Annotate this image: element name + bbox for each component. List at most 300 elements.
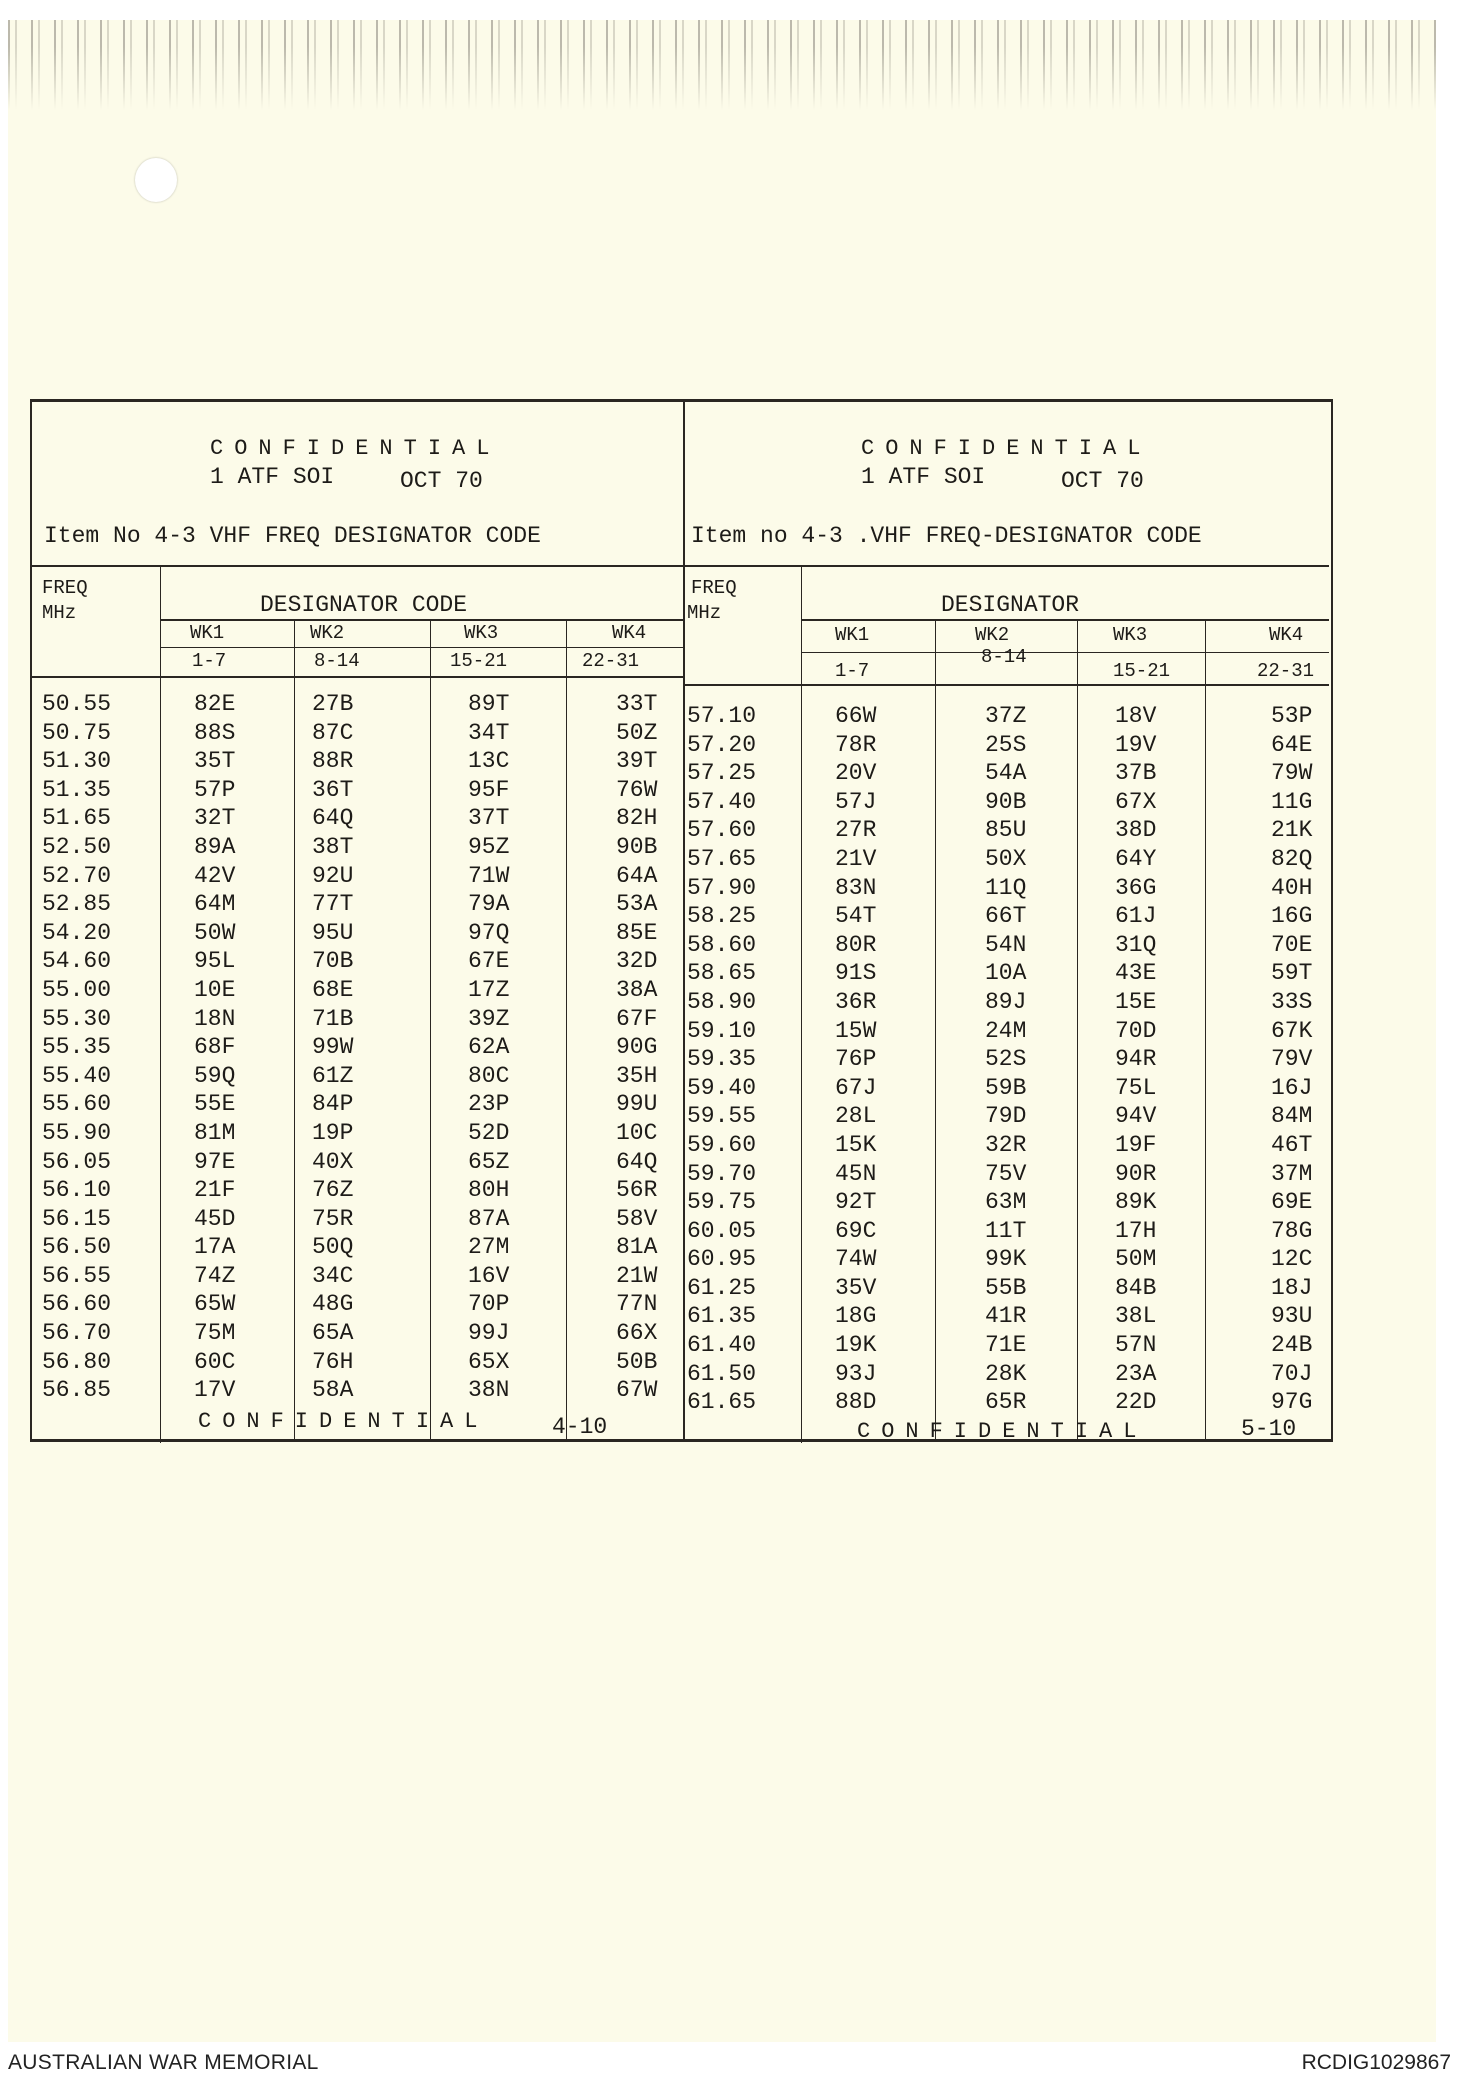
designator-cell: 81A <box>616 1234 658 1261</box>
frequency-cell: 56.80 <box>42 1348 112 1375</box>
frequency-cell: 58.90 <box>687 988 757 1015</box>
designator-cell: 35H <box>616 1062 658 1089</box>
designator-cell: 85E <box>616 919 658 946</box>
designator-cell: 37B <box>1115 760 1157 787</box>
frequency-cell: 59.10 <box>687 1017 757 1044</box>
designator-cell: 19F <box>1115 1131 1157 1158</box>
divider <box>32 676 685 678</box>
frequency-cell: 57.40 <box>687 788 757 815</box>
designator-cell: 76P <box>835 1046 877 1073</box>
designator-cell: 65R <box>985 1389 1027 1416</box>
classification-footer: CONFIDENTIAL <box>857 1419 1148 1444</box>
designator-cell: 40H <box>1271 874 1313 901</box>
range-header-1: 1-7 <box>835 660 870 682</box>
designator-cell: 82H <box>616 805 658 832</box>
designator-cell: 54N <box>985 931 1027 958</box>
page-number: 4-10 <box>552 1414 608 1440</box>
column-divider <box>294 621 295 1441</box>
frequency-cell: 61.35 <box>687 1303 757 1330</box>
designator-cell: 19P <box>312 1119 354 1146</box>
designator-cell: 50X <box>985 845 1027 872</box>
frequency-cell: 59.35 <box>687 1046 757 1073</box>
page-number: 5-10 <box>1241 1416 1297 1442</box>
frequency-cell: 56.60 <box>42 1291 112 1318</box>
frequency-cell: 57.90 <box>687 874 757 901</box>
designator-cell: 17V <box>194 1377 236 1404</box>
designator-cell: 16J <box>1271 1074 1313 1101</box>
designator-cell: 11T <box>985 1217 1027 1244</box>
designator-cell: 93J <box>835 1360 877 1387</box>
designator-cell: 70P <box>468 1291 510 1318</box>
range-header-1: 1-7 <box>192 650 227 672</box>
designator-cell: 88D <box>835 1389 877 1416</box>
frequency-cell: 59.60 <box>687 1131 757 1158</box>
date: OCT 70 <box>1061 468 1144 494</box>
designator-cell: 56R <box>616 1177 658 1204</box>
designator-cell: 84M <box>1271 1103 1313 1130</box>
designator-cell: 58A <box>312 1377 354 1404</box>
designator-cell: 54T <box>835 903 877 930</box>
designator-cell: 74W <box>835 1246 877 1273</box>
designator-cell: 66T <box>985 903 1027 930</box>
reference: 1 ATF SOI <box>210 464 335 490</box>
frequency-cell: 51.30 <box>42 748 112 775</box>
designator-cell: 89J <box>985 988 1027 1015</box>
unit-header: MHz <box>687 602 722 624</box>
designator-cell: 57P <box>194 776 236 803</box>
designator-cell: 71E <box>985 1332 1027 1359</box>
designator-cell: 61J <box>1115 903 1157 930</box>
designator-cell: 27B <box>312 691 354 717</box>
designator-cell: 37T <box>468 805 510 832</box>
designator-cell: 50B <box>616 1348 658 1375</box>
designator-cell: 12C <box>1271 1246 1313 1273</box>
designator-cell: 45D <box>194 1205 236 1232</box>
frequency-cell: 58.60 <box>687 931 757 958</box>
designator-cell: 42V <box>194 862 236 889</box>
designator-cell: 59T <box>1271 960 1313 987</box>
designator-cell: 24B <box>1271 1332 1313 1359</box>
designator-cell: 17H <box>1115 1217 1157 1244</box>
frequency-cell: 60.95 <box>687 1246 757 1273</box>
group-header: DESIGNATOR CODE <box>260 592 468 618</box>
designator-cell: 64E <box>1271 731 1313 758</box>
range-header-3: 15-21 <box>450 650 508 672</box>
column-divider <box>801 567 802 1443</box>
designator-cell: 65A <box>312 1320 354 1347</box>
designator-cell: 18V <box>1115 703 1157 729</box>
designator-cell: 66X <box>616 1320 658 1347</box>
designator-cell: 87A <box>468 1205 510 1232</box>
frequency-cell: 57.20 <box>687 731 757 758</box>
designator-cell: 60C <box>194 1348 236 1375</box>
designator-cell: 68F <box>194 1034 236 1061</box>
designator-cell: 43E <box>1115 960 1157 987</box>
frequency-table-sheet <box>30 399 1333 1442</box>
archive-institution: AUSTRALIAN WAR MEMORIAL <box>8 2051 319 2074</box>
designator-cell: 91S <box>835 960 877 987</box>
designator-cell: 99U <box>616 1091 658 1118</box>
range-header-3: 15-21 <box>1113 660 1171 682</box>
designator-cell: 74Z <box>194 1262 236 1289</box>
date: OCT 70 <box>400 468 483 494</box>
designator-cell: 53A <box>616 891 658 918</box>
designator-cell: 25S <box>985 731 1027 758</box>
designator-cell: 99W <box>312 1034 354 1061</box>
frequency-cell: 56.15 <box>42 1205 112 1232</box>
designator-cell: 75M <box>194 1320 236 1347</box>
designator-cell: 57J <box>835 788 877 815</box>
designator-cell: 71W <box>468 862 510 889</box>
designator-cell: 64Q <box>312 805 354 832</box>
designator-cell: 52S <box>985 1046 1027 1073</box>
designator-cell: 38D <box>1115 817 1157 844</box>
designator-cell: 36G <box>1115 874 1157 901</box>
designator-cell: 95Z <box>468 833 510 860</box>
wk1-column <box>835 702 876 1417</box>
designator-cell: 97E <box>194 1148 236 1175</box>
designator-cell: 67F <box>616 1005 658 1032</box>
frequency-cell: 60.05 <box>687 1217 757 1244</box>
designator-cell: 78R <box>835 731 877 758</box>
designator-cell: 82E <box>194 691 236 717</box>
designator-cell: 48G <box>312 1291 354 1318</box>
frequency-cell: 50.75 <box>42 719 112 746</box>
designator-cell: 24M <box>985 1017 1027 1044</box>
designator-cell: 35T <box>194 748 236 775</box>
frequency-cell: 57.65 <box>687 845 757 872</box>
designator-cell: 15E <box>1115 988 1157 1015</box>
designator-cell: 21W <box>616 1262 658 1289</box>
designator-cell: 89A <box>194 833 236 860</box>
designator-cell: 64Q <box>616 1148 658 1175</box>
designator-cell: 15W <box>835 1017 877 1044</box>
designator-cell: 11Q <box>985 874 1027 901</box>
divider <box>801 652 1329 653</box>
left-panel <box>32 402 685 1439</box>
range-header-2: 8-14 <box>314 650 360 672</box>
week-header-1: WK1 <box>835 624 870 646</box>
frequency-cell: 61.50 <box>687 1360 757 1387</box>
designator-cell: 50W <box>194 919 236 946</box>
designator-cell: 19V <box>1115 731 1157 758</box>
designator-cell: 89T <box>468 691 510 717</box>
frequency-cell: 57.60 <box>687 817 757 844</box>
designator-cell: 75V <box>985 1160 1027 1187</box>
divider <box>160 647 683 648</box>
designator-cell: 66W <box>835 703 877 729</box>
freq-header: FREQ <box>691 577 737 599</box>
designator-cell: 76W <box>616 776 658 803</box>
designator-cell: 13C <box>468 748 510 775</box>
frequency-cell: 55.30 <box>42 1005 112 1032</box>
designator-cell: 93U <box>1271 1303 1313 1330</box>
designator-cell: 31Q <box>1115 931 1157 958</box>
week-header-1: WK1 <box>190 622 225 644</box>
designator-cell: 55E <box>194 1091 236 1118</box>
frequency-cell: 54.20 <box>42 919 112 946</box>
designator-cell: 38T <box>312 833 354 860</box>
frequency-cell: 59.75 <box>687 1189 757 1216</box>
column-divider <box>160 567 161 1443</box>
frequency-cell: 56.05 <box>42 1148 112 1175</box>
frequency-cell: 50.55 <box>42 691 112 717</box>
right-panel <box>685 402 1331 1444</box>
frequency-cell: 52.85 <box>42 891 112 918</box>
designator-cell: 32D <box>616 948 658 975</box>
designator-cell: 18J <box>1271 1274 1313 1301</box>
week-header-4: WK4 <box>612 622 647 644</box>
designator-cell: 52D <box>468 1119 510 1146</box>
frequency-cell: 56.70 <box>42 1320 112 1347</box>
designator-cell: 16V <box>468 1262 510 1289</box>
designator-cell: 65Z <box>468 1148 510 1175</box>
week-header-3: WK3 <box>464 622 499 644</box>
week-header-3: WK3 <box>1113 624 1148 646</box>
designator-cell: 94R <box>1115 1046 1157 1073</box>
designator-cell: 37M <box>1271 1160 1313 1187</box>
designator-cell: 45N <box>835 1160 877 1187</box>
freq-column <box>687 702 756 1417</box>
designator-cell: 15K <box>835 1131 877 1158</box>
designator-cell: 64M <box>194 891 236 918</box>
frequency-cell: 55.40 <box>42 1062 112 1089</box>
designator-cell: 67X <box>1115 788 1157 815</box>
designator-cell: 33T <box>616 691 658 717</box>
designator-cell: 68E <box>312 976 354 1003</box>
range-header-4: 22-31 <box>1257 660 1315 682</box>
frequency-cell: 54.60 <box>42 948 112 975</box>
designator-cell: 23P <box>468 1091 510 1118</box>
designator-cell: 38L <box>1115 1303 1157 1330</box>
designator-cell: 17Z <box>468 976 510 1003</box>
frequency-cell: 61.25 <box>687 1274 757 1301</box>
item-title: Item No 4-3 VHF FREQ DESIGNATOR CODE <box>44 523 541 549</box>
designator-cell: 19K <box>835 1332 877 1359</box>
designator-cell: 61Z <box>312 1062 354 1089</box>
designator-cell: 58V <box>616 1205 658 1232</box>
designator-cell: 80R <box>835 931 877 958</box>
designator-cell: 34T <box>468 719 510 746</box>
designator-cell: 36R <box>835 988 877 1015</box>
designator-cell: 90B <box>616 833 658 860</box>
designator-cell: 21F <box>194 1177 236 1204</box>
designator-cell: 95L <box>194 948 236 975</box>
archive-footer <box>0 2042 1463 2082</box>
divider <box>160 619 683 621</box>
designator-cell: 36T <box>312 776 354 803</box>
designator-cell: 55B <box>985 1274 1027 1301</box>
designator-cell: 50Z <box>616 719 658 746</box>
archive-identifier: RCDIG1029867 <box>1301 2051 1451 2074</box>
designator-cell: 90B <box>985 788 1027 815</box>
group-header: DESIGNATOR <box>941 592 1080 618</box>
designator-cell: 89K <box>1115 1189 1157 1216</box>
designator-cell: 10E <box>194 976 236 1003</box>
classification-header: CONFIDENTIAL <box>861 436 1152 461</box>
designator-cell: 64A <box>616 862 658 889</box>
designator-cell: 39Z <box>468 1005 510 1032</box>
divider <box>685 684 1329 686</box>
item-title: Item no 4-3 .VHF FREQ-DESIGNATOR CODE <box>691 523 1202 549</box>
designator-cell: 20V <box>835 760 877 787</box>
wk4-column <box>1271 702 1312 1417</box>
column-divider <box>430 621 431 1441</box>
frequency-cell: 57.10 <box>687 703 757 729</box>
week-header-2: WK2 <box>975 624 1010 646</box>
designator-cell: 65X <box>468 1348 510 1375</box>
designator-cell: 50Q <box>312 1234 354 1261</box>
frequency-cell: 59.70 <box>687 1160 757 1187</box>
divider <box>685 565 1329 567</box>
designator-cell: 23A <box>1115 1360 1157 1387</box>
designator-cell: 59B <box>985 1074 1027 1101</box>
designator-cell: 78G <box>1271 1217 1313 1244</box>
designator-cell: 81M <box>194 1119 236 1146</box>
wk3-column <box>468 690 509 1405</box>
frequency-cell: 56.10 <box>42 1177 112 1204</box>
designator-cell: 28K <box>985 1360 1027 1387</box>
unit-header: MHz <box>42 602 77 624</box>
column-divider <box>566 621 567 1441</box>
designator-cell: 64Y <box>1115 845 1157 872</box>
punch-hole <box>135 158 177 202</box>
designator-cell: 67K <box>1271 1017 1313 1044</box>
designator-cell: 79D <box>985 1103 1027 1130</box>
designator-cell: 80C <box>468 1062 510 1089</box>
frequency-cell: 57.25 <box>687 760 757 787</box>
designator-cell: 21V <box>835 845 877 872</box>
designator-cell: 63M <box>985 1189 1027 1216</box>
designator-cell: 38A <box>616 976 658 1003</box>
designator-cell: 10C <box>616 1119 658 1146</box>
designator-cell: 11G <box>1271 788 1313 815</box>
scan-noise <box>8 20 1436 110</box>
week-header-2: WK2 <box>310 622 345 644</box>
frequency-cell: 58.25 <box>687 903 757 930</box>
wk4-column <box>616 690 657 1405</box>
designator-cell: 28L <box>835 1103 877 1130</box>
designator-cell: 97G <box>1271 1389 1313 1416</box>
designator-cell: 38N <box>468 1377 510 1404</box>
designator-cell: 10A <box>985 960 1027 987</box>
designator-cell: 90R <box>1115 1160 1157 1187</box>
divider <box>32 565 685 567</box>
designator-cell: 53P <box>1271 703 1313 729</box>
frequency-cell: 56.85 <box>42 1377 112 1404</box>
designator-cell: 82Q <box>1271 845 1313 872</box>
designator-cell: 21K <box>1271 817 1313 844</box>
designator-cell: 76Z <box>312 1177 354 1204</box>
frequency-cell: 55.90 <box>42 1119 112 1146</box>
designator-cell: 16G <box>1271 903 1313 930</box>
wk3-column <box>1115 702 1156 1417</box>
designator-cell: 77T <box>312 891 354 918</box>
frequency-cell: 55.60 <box>42 1091 112 1118</box>
designator-cell: 79A <box>468 891 510 918</box>
designator-cell: 69C <box>835 1217 877 1244</box>
designator-cell: 32R <box>985 1131 1027 1158</box>
designator-cell: 92T <box>835 1189 877 1216</box>
designator-cell: 75L <box>1115 1074 1157 1101</box>
designator-cell: 32T <box>194 805 236 832</box>
designator-cell: 87C <box>312 719 354 746</box>
designator-cell: 67J <box>835 1074 877 1101</box>
frequency-cell: 55.00 <box>42 976 112 1003</box>
designator-cell: 79W <box>1271 760 1313 787</box>
designator-cell: 50M <box>1115 1246 1157 1273</box>
designator-cell: 70J <box>1271 1360 1313 1387</box>
designator-cell: 83N <box>835 874 877 901</box>
designator-cell: 92U <box>312 862 354 889</box>
designator-cell: 17A <box>194 1234 236 1261</box>
designator-cell: 62A <box>468 1034 510 1061</box>
designator-cell: 97Q <box>468 919 510 946</box>
divider <box>801 619 1329 621</box>
designator-cell: 77N <box>616 1291 658 1318</box>
designator-cell: 40X <box>312 1148 354 1175</box>
designator-cell: 22D <box>1115 1389 1157 1416</box>
frequency-cell: 56.55 <box>42 1262 112 1289</box>
designator-cell: 75R <box>312 1205 354 1232</box>
designator-cell: 54A <box>985 760 1027 787</box>
frequency-cell: 61.40 <box>687 1332 757 1359</box>
designator-cell: 39T <box>616 748 658 775</box>
classification-footer: CONFIDENTIAL <box>198 1409 489 1434</box>
designator-cell: 65W <box>194 1291 236 1318</box>
designator-cell: 95U <box>312 919 354 946</box>
designator-cell: 69E <box>1271 1189 1313 1216</box>
designator-cell: 99K <box>985 1246 1027 1273</box>
frequency-cell: 59.40 <box>687 1074 757 1101</box>
reference: 1 ATF SOI <box>861 464 986 490</box>
frequency-cell: 52.70 <box>42 862 112 889</box>
frequency-cell: 52.50 <box>42 833 112 860</box>
week-header-4: WK4 <box>1269 624 1304 646</box>
designator-cell: 76H <box>312 1348 354 1375</box>
designator-cell: 88S <box>194 719 236 746</box>
frequency-cell: 58.65 <box>687 960 757 987</box>
frequency-cell: 56.50 <box>42 1234 112 1261</box>
designator-cell: 70D <box>1115 1017 1157 1044</box>
designator-cell: 70B <box>312 948 354 975</box>
wk1-column <box>194 690 235 1405</box>
designator-cell: 88R <box>312 748 354 775</box>
column-divider <box>935 621 936 1441</box>
designator-cell: 46T <box>1271 1131 1313 1158</box>
designator-cell: 67W <box>616 1377 658 1404</box>
freq-header: FREQ <box>42 577 88 599</box>
designator-cell: 37Z <box>985 703 1027 729</box>
designator-cell: 33S <box>1271 988 1313 1015</box>
classification-header: CONFIDENTIAL <box>210 436 501 461</box>
designator-cell: 85U <box>985 817 1027 844</box>
designator-cell: 84P <box>312 1091 354 1118</box>
freq-column <box>42 690 111 1405</box>
designator-cell: 95F <box>468 776 510 803</box>
column-divider <box>1205 621 1206 1441</box>
frequency-cell: 59.55 <box>687 1103 757 1130</box>
designator-cell: 27R <box>835 817 877 844</box>
designator-cell: 90G <box>616 1034 658 1061</box>
frequency-cell: 61.65 <box>687 1389 757 1416</box>
frequency-cell: 51.35 <box>42 776 112 803</box>
designator-cell: 79V <box>1271 1046 1313 1073</box>
range-header-2: 8-14 <box>981 646 1027 668</box>
designator-cell: 18G <box>835 1303 877 1330</box>
designator-cell: 70E <box>1271 931 1313 958</box>
frequency-cell: 55.35 <box>42 1034 112 1061</box>
